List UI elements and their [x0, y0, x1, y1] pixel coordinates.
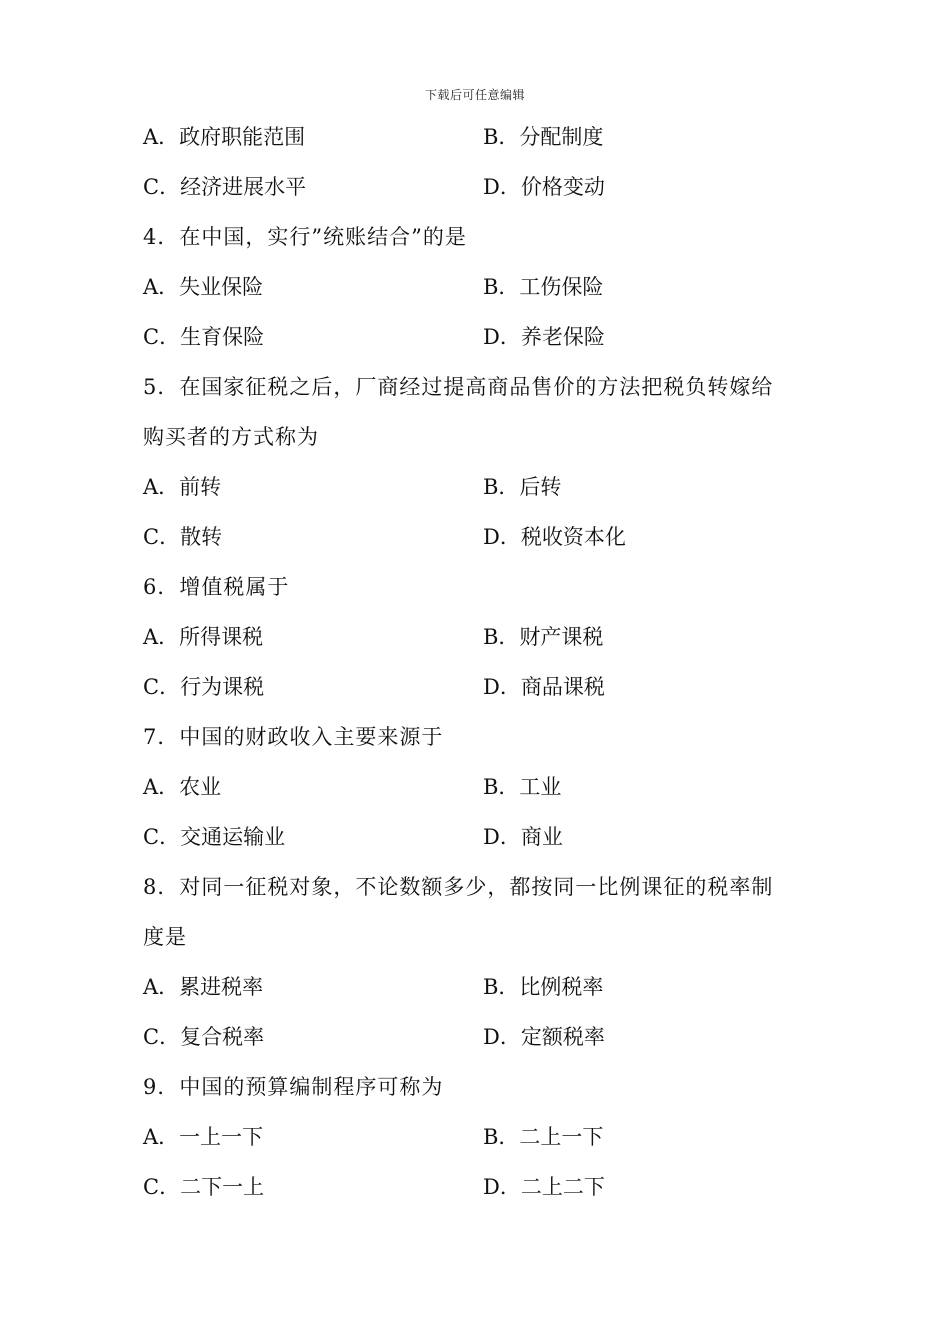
option-right: B．二上一下	[483, 1125, 604, 1149]
option-right: D．商业	[483, 825, 563, 849]
option-row	[143, 112, 843, 162]
option-right: B．工伤保险	[483, 275, 604, 299]
option-left: C．复合税率	[143, 1025, 265, 1049]
question-text: 7．中国的财政收入主要来源于	[143, 725, 444, 749]
option-row	[143, 962, 843, 1012]
option-right: B．分配制度	[483, 125, 604, 149]
option-row	[143, 612, 843, 662]
option-left: C．行为课税	[143, 675, 265, 699]
option-left: C．经济进展水平	[143, 175, 307, 199]
option-left: C．生育保险	[143, 325, 265, 349]
option-row	[143, 312, 843, 362]
option-left: A．前转	[143, 475, 222, 499]
option-row	[143, 1012, 843, 1062]
question-text: 6．增值税属于	[143, 575, 290, 599]
option-left: A．所得课税	[143, 625, 264, 649]
option-right: D．二上二下	[483, 1175, 605, 1199]
option-right: B．比例税率	[483, 975, 604, 999]
option-left: C．散转	[143, 525, 223, 549]
option-left: A．失业保险	[143, 275, 264, 299]
option-right: D．商品课税	[483, 675, 605, 699]
question-list	[143, 112, 843, 1212]
option-row	[143, 662, 843, 712]
option-right: B．工业	[483, 775, 562, 799]
option-right: D．养老保险	[483, 325, 605, 349]
question-text: 9．中国的预算编制程序可称为	[143, 1075, 444, 1099]
question-text: 8．对同一征税对象，不论数额多少，都按同一比例课征的税率制	[143, 875, 774, 899]
question-text: 购买者的方式称为	[143, 425, 319, 449]
option-left: C．二下一上	[143, 1175, 265, 1199]
option-left: C．交通运输业	[143, 825, 286, 849]
page-header: 下载后可任意编辑	[424, 88, 525, 102]
option-row	[143, 762, 843, 812]
option-row	[143, 462, 843, 512]
question-text: 度是	[143, 925, 187, 949]
option-left: A．一上一下	[143, 1125, 264, 1149]
option-left: A．农业	[143, 775, 222, 799]
option-row	[143, 1112, 843, 1162]
option-right: B．后转	[483, 475, 562, 499]
option-row	[143, 162, 843, 212]
question-text: 5．在国家征税之后，厂商经过提高商品售价的方法把税负转嫁给	[143, 375, 774, 399]
option-right: D．定额税率	[483, 1025, 605, 1049]
option-row	[143, 1162, 843, 1212]
option-row	[143, 512, 843, 562]
option-row	[143, 262, 843, 312]
option-right: D．价格变动	[483, 175, 605, 199]
option-left: A．累进税率	[143, 975, 264, 999]
option-row	[143, 812, 843, 862]
question-text: 4．在中国，实行”统账结合”的是	[143, 225, 467, 249]
option-right: D．税收资本化	[483, 525, 626, 549]
option-right: B．财产课税	[483, 625, 604, 649]
option-left: A．政府职能范围	[143, 125, 306, 149]
